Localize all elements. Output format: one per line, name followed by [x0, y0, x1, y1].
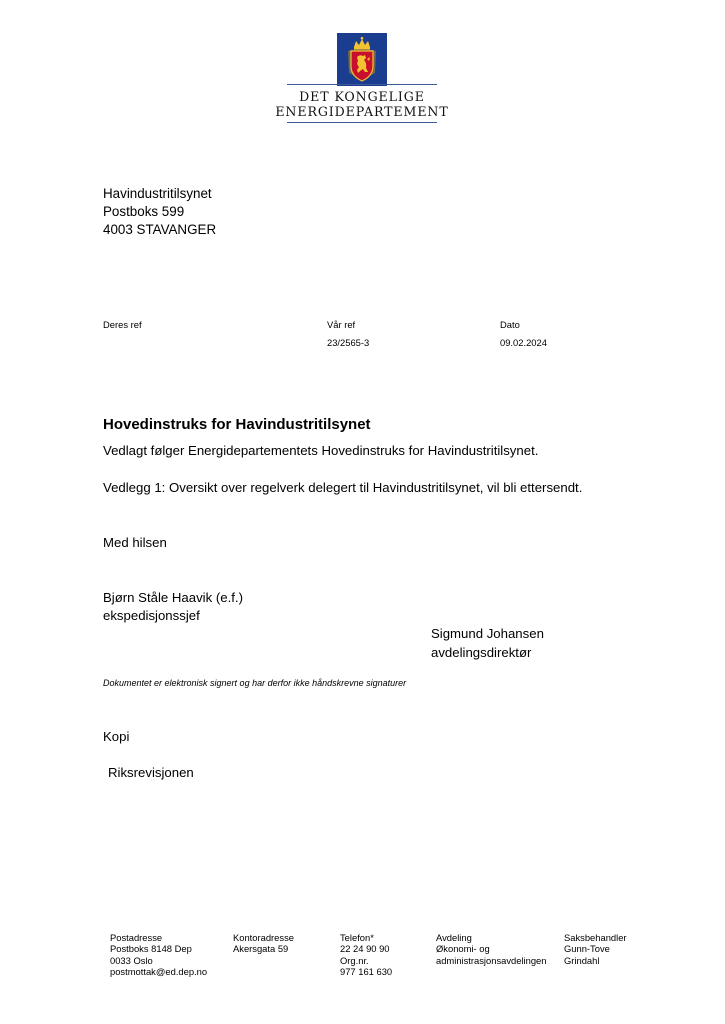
footer-contact [340, 932, 392, 977]
footer-postal-box: Postboks 8148 Dep [110, 943, 192, 955]
footer-email: postmottak@ed.dep.no [110, 965, 208, 977]
signer-2-title: avdelingsdirektør [431, 645, 532, 660]
signature-note: Dokumentet er elektronisk signert og har derfor ikke håndskrevne signaturer [103, 678, 407, 688]
footer-postal-label: Postadresse [110, 932, 163, 943]
footer-department [436, 932, 546, 966]
footer-office-label: Kontoradresse [233, 932, 294, 943]
footer-handler-last: Grindahl [564, 954, 600, 966]
copy-label: Kopi [103, 729, 130, 744]
footer-office-address [233, 932, 294, 955]
signer-2-name: Sigmund Johansen [431, 626, 544, 641]
var-ref-label: Vår ref [327, 319, 356, 330]
var-ref-value: 23/2565-3 [327, 337, 370, 348]
letter-title: Hovedinstruks for Havindustritilsynet [103, 416, 371, 433]
recipient-name: Havindustritilsynet [103, 186, 212, 201]
deres-ref-label: Deres ref [103, 319, 142, 330]
footer-postal-city: 0033 Oslo [110, 954, 153, 966]
paragraph-1: Vedlagt følger Energidepartementets Hovedinstruks for Havindustritilsynet. [103, 443, 539, 458]
footer-handler-first: Gunn-Tove [564, 943, 610, 955]
footer-case-handler [564, 932, 627, 966]
ministry-rule-bottom [287, 122, 437, 123]
recipient-address [103, 185, 216, 240]
footer-phone-label: Telefon* [340, 932, 374, 943]
footer-orgnr-label: Org.nr. [340, 954, 369, 966]
footer-postal-address [110, 932, 207, 977]
signer-1-title: ekspedisjonssjef [103, 608, 200, 623]
signer-1-name: Bjørn Ståle Haavik (e.f.) [103, 590, 243, 605]
footer-department-line1: Økonomi- og [436, 943, 490, 955]
royal-crest-icon [337, 33, 387, 86]
footer-phone: 22 24 90 90 [340, 943, 390, 955]
footer-department-label: Avdeling [436, 932, 472, 943]
footer-department-line2: administrasjonsavdelingen [436, 954, 547, 966]
paragraph-2: Vedlegg 1: Oversikt over regelverk delegert til Havindustritilsynet, vil bli ettersendt. [103, 480, 583, 495]
footer-office-street: Akersgata 59 [233, 943, 289, 955]
greeting: Med hilsen [103, 535, 167, 550]
ministry-rule-top [287, 84, 437, 85]
recipient-postbox: Postboks 599 [103, 204, 185, 220]
dato-label: Dato [500, 319, 520, 330]
recipient-city: 4003 STAVANGER [103, 222, 217, 238]
copy-recipient: Riksrevisjonen [108, 765, 194, 780]
ministry-name-line1: DET KONGELIGE [299, 89, 425, 104]
footer-orgnr: 977 161 630 [340, 965, 393, 977]
ministry-name-line2: ENERGIDEPARTEMENT [275, 104, 449, 119]
dato-value: 09.02.2024 [500, 337, 547, 348]
footer-handler-label: Saksbehandler [564, 932, 627, 943]
